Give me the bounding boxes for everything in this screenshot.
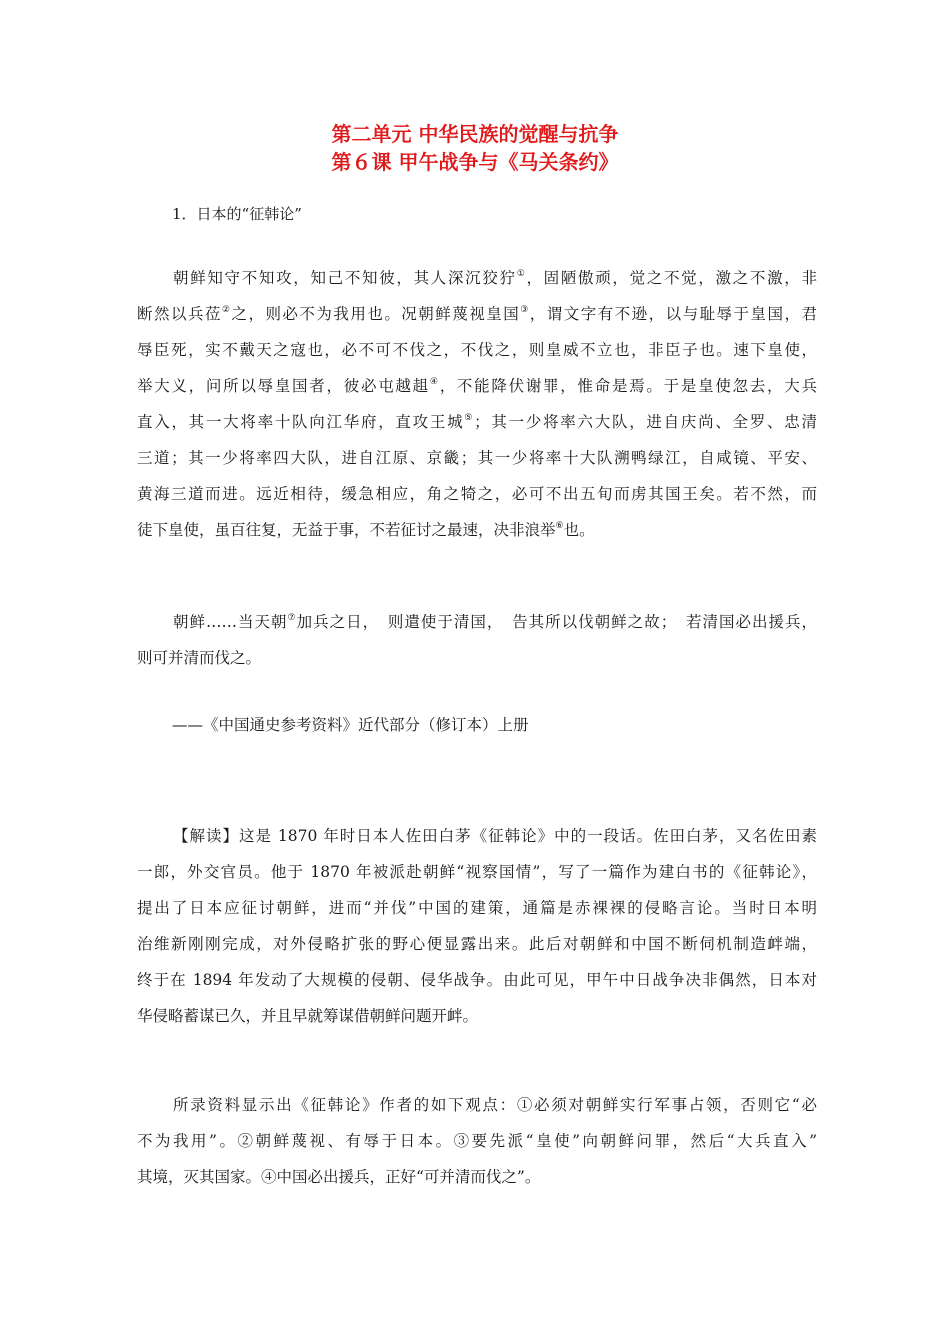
text-line: 则可并清而伐之。: [137, 649, 262, 667]
text-line: 华侵略蓄谋已久，并且早就筹谋借朝鲜问题开衅。: [137, 1007, 479, 1025]
excerpt-paragraph-1: [137, 260, 817, 548]
text-line: 【解读】这是 1870 年时日本人佐田白茅《征韩论》中的一段话。佐田白茅，又名佐田素: [173, 827, 817, 845]
footnote-marker: ②: [221, 305, 232, 315]
footnote-marker: ③: [520, 305, 530, 315]
source-citation: ——《中国通史参考资料》近代部分（修订本）上册: [172, 716, 529, 734]
text-line: 朝鲜……当天朝⑦加兵之日， 则遣使于清国， 告其所以伐朝鲜之故； 若清国必出援兵，: [173, 613, 817, 631]
document-title: [0, 120, 950, 176]
text-line: 终于在 1894 年发动了大规模的侵朝、侵华战争。由此可见，甲午中日战争决非偶然，日本对: [137, 971, 817, 989]
text-line: 辱臣死，实不戴天之寇也，必不可不伐之，不伐之，则皇威不立也，非臣子也。速下皇使，: [137, 341, 817, 359]
text-line: 断然以兵莅②之，则必不为我用也。况朝鲜蔑视皇国③，谓文字有不逊，以与耻辱于皇国，君: [137, 305, 817, 323]
analysis-paragraph: [137, 1087, 817, 1195]
text-line: 举大义，问所以辱皇国者，彼必屯越趄④，不能降伏谢罪，惟命是焉。于是皇使忽去，大兵: [137, 377, 817, 395]
footnote-marker: ⑦: [287, 613, 297, 623]
text-line: 提出了日本应征讨朝鲜，进而“并伐”中国的建策，通篇是赤裸裸的侵略言论。当时日本明: [137, 899, 817, 917]
lesson-title: 第６课 甲午战争与《马关条约》: [331, 150, 619, 174]
footnote-marker: ⑥: [555, 521, 564, 531]
text-line: 徒下皇使，虽百往复，无益于事，不若征讨之最速，决非浪举⑥也。: [137, 521, 595, 539]
footnote-marker: ⑤: [464, 413, 475, 423]
text-line: 三道；其一少将率四大队，进自江原、京畿；其一少将率十大队溯鸭绿江，自咸镜、平安、: [137, 449, 817, 467]
text-line: 治维新刚刚完成，对外侵略扩张的野心便显露出来。此后对朝鲜和中国不断伺机制造衅端，: [137, 935, 817, 953]
unit-title: 第二单元 中华民族的觉醒与抗争: [331, 122, 619, 146]
interpretation-paragraph: [137, 818, 817, 1034]
text-line: 直入，其一大将率十队向江华府，直攻王城⑤；其一少将率六大队，进自庆尚、全罗、忠清: [137, 413, 817, 431]
text-line: 黄海三道而进。远近相待，缓急相应，角之犄之，必可不出五旬而虏其国王矣。若不然，而: [137, 485, 817, 503]
text-line: 一郎，外交官员。他于 1870 年被派赴朝鲜“视察国情”，写了一篇作为建白书的《征韩论》，: [137, 863, 817, 881]
text-line: 朝鲜知守不知攻，知己不知彼，其人深沉狡狞①，固陋傲顽，觉之不觉，激之不激，非: [173, 269, 817, 287]
section-heading: 1．日本的“征韩论”: [172, 205, 302, 223]
excerpt-paragraph-2: [137, 604, 817, 676]
footnote-marker: ④: [429, 377, 440, 387]
text-line: 其境，灭其国家。④中国必出援兵，正好“可并清而伐之”。: [137, 1168, 541, 1186]
text-line: 不为我用”。②朝鲜蔑视、有辱于日本。③要先派“皇使”向朝鲜问罪，然后“大兵直入”: [137, 1132, 817, 1150]
text-line: 所录资料显示出《征韩论》作者的如下观点：①必须对朝鲜实行军事占领，否则它“必: [173, 1096, 817, 1114]
footnote-marker: ①: [516, 269, 527, 279]
